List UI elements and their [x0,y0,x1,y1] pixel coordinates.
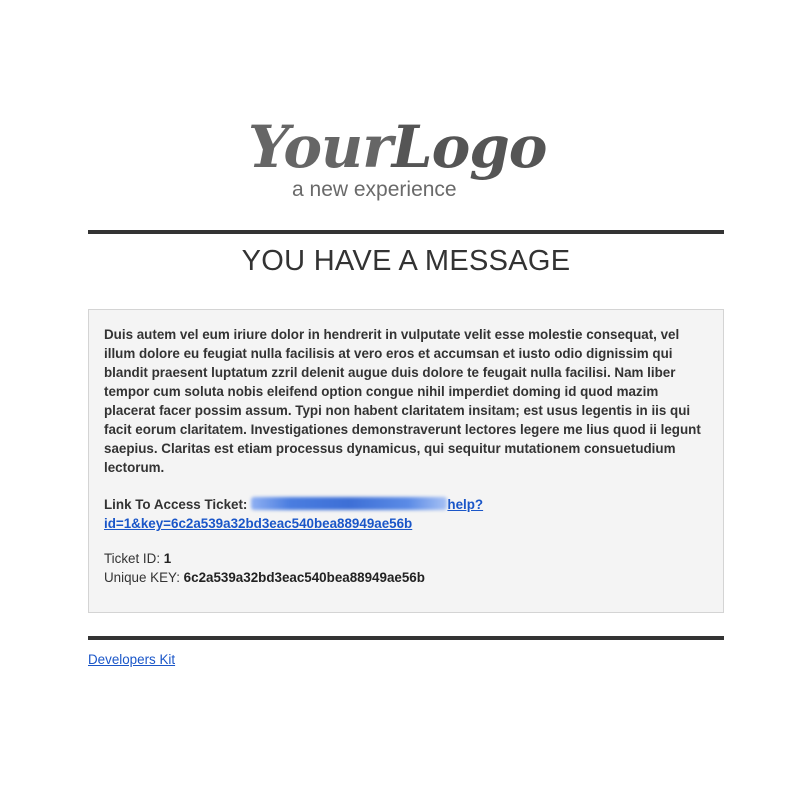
ticket-meta [104,549,710,587]
page-title: YOU HAVE A MESSAGE [241,245,571,277]
developers-kit-link[interactable]: Developers Kit [88,652,176,667]
ticket-id-row [104,549,710,568]
ticket-link-row [104,495,710,533]
logo-tagline: a new experience [292,178,457,201]
message-box [88,309,724,613]
logo-wordmark-part1: Your [248,113,392,181]
logo-wordmark [248,113,558,181]
ticket-access-link-text: help?id=1&key=6c2a539a32bd3eac540bea88949ae56b [104,497,484,531]
message-body: Duis autem vel eum iriure dolor in hendrerit in vulputate velit esse molestie consequat, vel illum dolore eu feugiat nulla facilisis at vero eros et accumsan et iusto odio dignissim qui blandit praesent luptatum zzril delenit augue duis dolore te feugait nulla facilisi. Nam liber tempor cum soluta nobis eleifend option congue nihil imperdiet doming id quod mazim placerat facer possim assum. Typi non habent claritatem insitam; est usus legentis in iis qui facit eorum claritatem. Investigationes demonstraverunt lectores legere me lius quod ii legunt saepius. Claritas est etiam processus dynamicus, qui sequitur mutationem consuetudium lectorum. [104,327,701,475]
message-content [104,325,710,587]
logo-wordmark-part2: Logo [391,113,547,181]
logo [88,113,724,212]
top-divider [88,230,724,234]
ticket-id-label: Ticket ID: [104,551,161,566]
ticket-link-label: Link To Access Ticket: [104,497,248,512]
ticket-id-value: 1 [163,551,172,566]
unique-key-row [104,568,710,587]
unique-key-label: Unique KEY: [104,570,180,585]
redacted-url-segment [251,497,447,510]
bottom-divider [88,636,724,640]
unique-key-value: 6c2a539a32bd3eac540bea88949ae56b [183,570,425,585]
